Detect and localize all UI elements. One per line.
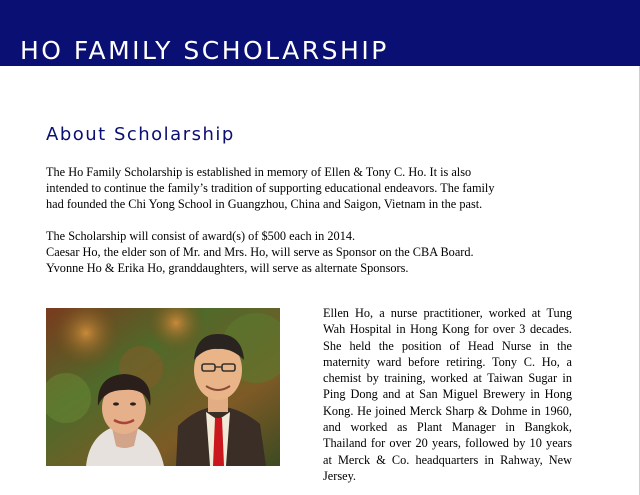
intro-paragraph (46, 164, 586, 212)
award-paragraph (46, 228, 586, 276)
award-line: Yvonne Ho & Erika Ho, granddaughters, will serve as alternate Sponsors. (46, 261, 409, 275)
intro-line: intended to continue the family’s tradition of supporting educational endeavors. The family (46, 181, 495, 195)
intro-line: The Ho Family Scholarship is established in memory of Ellen & Tony C. Ho. It is also (46, 165, 472, 179)
award-line: The Scholarship will consist of award(s) of $500 each in 2014. (46, 229, 356, 243)
couple-photo-illustration (46, 308, 280, 466)
section-heading: About Scholarship (46, 124, 235, 145)
intro-line: had founded the Chi Yong School in Guangzhou, China and Saigon, Vietnam in the past. (46, 197, 483, 211)
page-title: HO FAMILY SCHOLARSHIP (20, 36, 389, 65)
title-banner (0, 0, 640, 66)
bio-paragraph: Ellen Ho, a nurse practitioner, worked at Tung Wah Hospital in Hong Kong for over 3 decades. She held the position of Head Nurse in the maternity ward before retiring. Tony C. Ho, a chemist by training, worked at Taiwan Sugar in Ping Dong and at San Miguel Brewery in Hong Kong. He joined Merck Sharp & Dohme in 1960, and worked as Plant Manager in Bangkok, Thailand for over 20 years, followed by 10 years at Merck & Co. headquarters in Rahway, New Jersey. (323, 306, 572, 483)
couple-photo (46, 308, 280, 466)
award-line: Caesar Ho, the elder son of Mr. and Mrs. Ho, will serve as Sponsor on the CBA Board. (46, 245, 474, 259)
